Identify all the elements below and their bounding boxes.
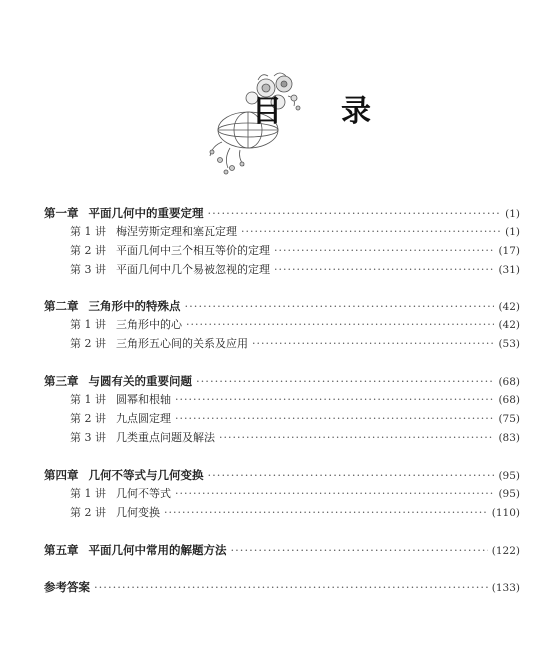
toc-chapter-4[interactable] — [44, 466, 520, 484]
leader-dots — [241, 223, 501, 241]
chapter-number: 第四章 — [44, 468, 79, 482]
leader-dots — [196, 372, 494, 390]
toc-answers[interactable] — [44, 578, 520, 596]
leader-dots — [231, 541, 488, 559]
page-number: (122) — [491, 545, 520, 557]
lesson-title: 几何不等式 — [116, 487, 171, 500]
leader-dots — [186, 316, 494, 334]
lesson-number: 第 1 讲 — [70, 225, 106, 238]
toc-lesson-2-2[interactable] — [44, 335, 520, 353]
leader-dots — [185, 297, 495, 315]
page-number: (68) — [498, 394, 520, 406]
lesson-number: 第 1 讲 — [70, 393, 106, 406]
page-number: (95) — [498, 488, 520, 500]
toc-lesson-4-1[interactable] — [44, 485, 520, 503]
lesson-number: 第 2 讲 — [70, 412, 106, 425]
page-number: (53) — [498, 338, 520, 350]
page-number: (42) — [498, 319, 520, 331]
lesson-title: 几何变换 — [116, 506, 160, 519]
lesson-title: 几类重点问题及解法 — [116, 431, 215, 444]
chapter-title: 三角形中的特殊点 — [88, 299, 181, 313]
page-number: (83) — [498, 432, 520, 444]
toc-lesson-1-1[interactable] — [44, 223, 520, 241]
toc-lesson-2-1[interactable] — [44, 316, 520, 334]
page-number: (1) — [505, 208, 520, 220]
leader-dots — [219, 429, 494, 447]
lesson-title: 三角形中的心 — [116, 318, 182, 331]
leader-dots — [208, 466, 495, 484]
leader-dots — [94, 578, 488, 596]
chapter-title: 几何不等式与几何变换 — [88, 468, 204, 482]
lesson-number: 第 1 讲 — [70, 487, 106, 500]
toc-chapter-2[interactable] — [44, 297, 520, 315]
toc-lesson-4-2[interactable] — [44, 504, 520, 522]
chapter-number: 第一章 — [44, 206, 79, 220]
toc-lesson-1-3[interactable] — [44, 261, 520, 279]
toc-chapter-1[interactable] — [44, 204, 520, 222]
lesson-number: 第 2 讲 — [70, 337, 106, 350]
leader-dots — [274, 242, 494, 260]
toc-lesson-3-1[interactable] — [44, 391, 520, 409]
lesson-number: 第 2 讲 — [70, 506, 106, 519]
page-number: (75) — [498, 413, 520, 425]
lesson-title: 梅涅劳斯定理和塞瓦定理 — [116, 225, 237, 238]
page-number: (17) — [498, 245, 520, 257]
chapter-number: 第五章 — [44, 543, 79, 557]
page-number: (133) — [491, 582, 520, 594]
page-title-char-1: 目 — [252, 94, 282, 129]
lesson-number: 第 2 讲 — [70, 244, 106, 257]
leader-dots — [175, 410, 494, 428]
lesson-title: 平面几何中几个易被忽视的定理 — [116, 263, 270, 276]
leader-dots — [164, 504, 488, 522]
leader-dots — [252, 335, 494, 353]
toc-lesson-3-2[interactable] — [44, 410, 520, 428]
chapter-number: 第二章 — [44, 299, 79, 313]
lesson-title: 平面几何中三个相互等价的定理 — [116, 244, 270, 257]
leader-dots — [175, 485, 494, 503]
chapter-title: 平面几何中常用的解题方法 — [88, 543, 227, 557]
leader-dots — [274, 261, 494, 279]
toc-chapter-3[interactable] — [44, 372, 520, 390]
lesson-title: 三角形五心间的关系及应用 — [116, 337, 248, 350]
chapter-title: 与圆有关的重要问题 — [88, 374, 192, 388]
chapter-number: 第三章 — [44, 374, 79, 388]
page-number: (31) — [498, 264, 520, 276]
page-title-char-2: 录 — [341, 94, 371, 129]
toc-header — [200, 68, 370, 178]
chapter-title: 平面几何中的重要定理 — [88, 206, 204, 220]
page-number: (68) — [498, 376, 520, 388]
leader-dots — [175, 391, 494, 409]
lesson-number: 第 3 讲 — [70, 431, 106, 444]
lesson-title: 圆幂和根轴 — [116, 393, 171, 406]
page-number: (95) — [498, 470, 520, 482]
page-number: (42) — [498, 301, 520, 313]
toc-lesson-3-3[interactable] — [44, 429, 520, 447]
toc-chapter-5[interactable] — [44, 541, 520, 559]
page-number: (1) — [505, 226, 520, 238]
lesson-title: 九点圆定理 — [116, 412, 171, 425]
lesson-number: 第 1 讲 — [70, 318, 106, 331]
lesson-number: 第 3 讲 — [70, 263, 106, 276]
answers-title: 参考答案 — [44, 580, 90, 594]
toc-lesson-1-2[interactable] — [44, 242, 520, 260]
leader-dots — [208, 204, 502, 222]
page-number: (110) — [491, 507, 520, 519]
